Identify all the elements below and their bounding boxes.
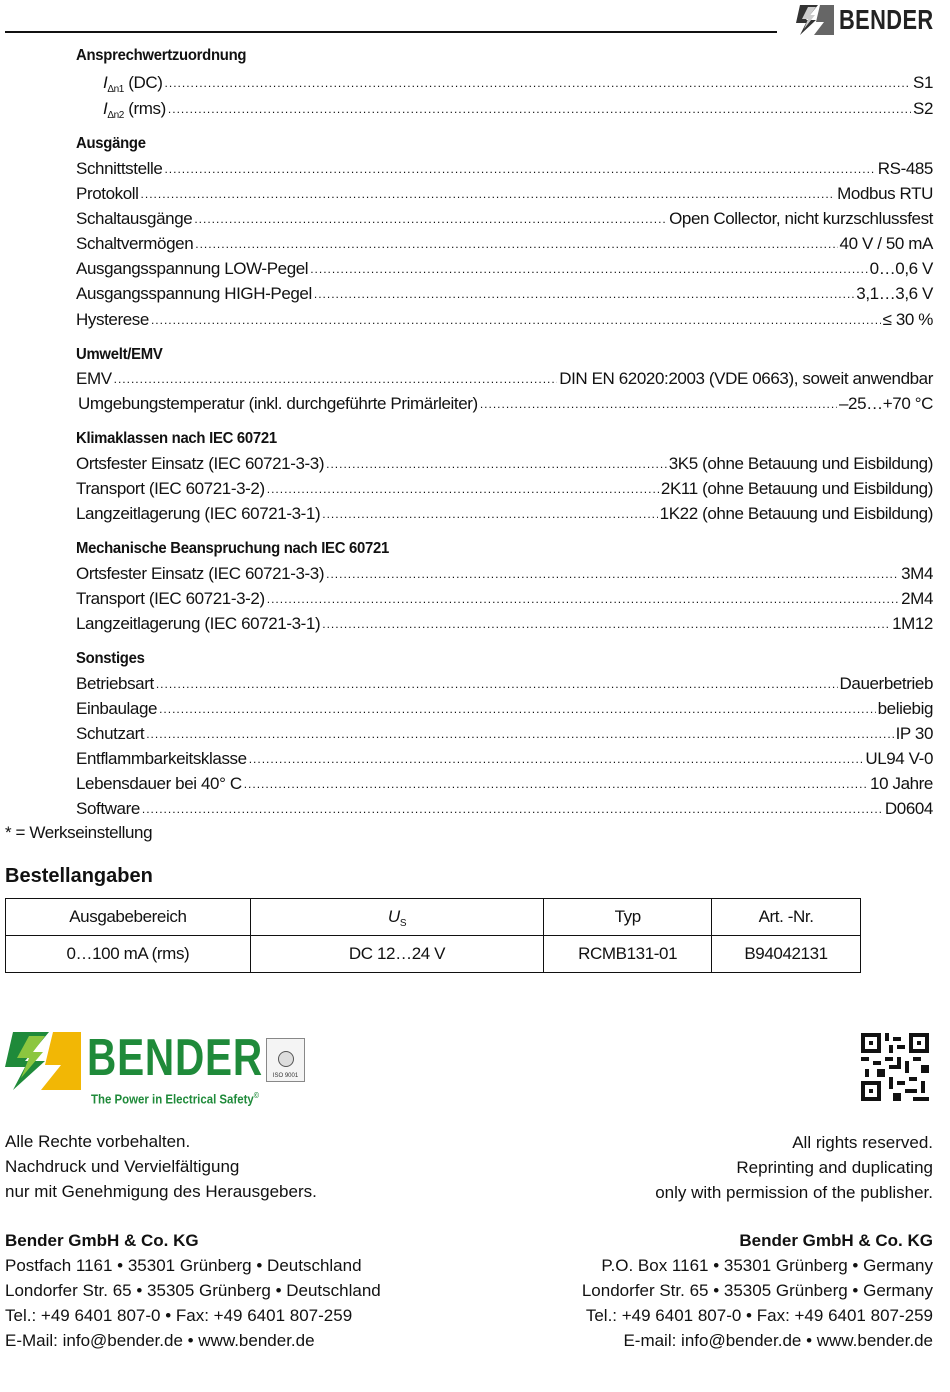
spec-label: Lebensdauer bei 40° C — [76, 774, 242, 793]
leader-dots — [244, 773, 868, 795]
spec-value: beliebig — [877, 699, 933, 718]
bender-logo-icon — [796, 5, 834, 35]
leader-dots — [194, 208, 667, 230]
table-header-row — [6, 899, 861, 936]
spec-value: 2M4 — [901, 589, 933, 608]
leader-dots — [151, 309, 881, 331]
spec-row — [76, 368, 933, 391]
spec-value: S1 — [913, 73, 933, 92]
spec-label: Schutzart — [76, 724, 145, 743]
header-rule — [5, 31, 777, 33]
spec-row — [76, 158, 933, 181]
footer-tagline: The Power in Electrical Safety© — [91, 1091, 259, 1107]
spec-row — [76, 233, 933, 256]
spec-row — [76, 588, 933, 611]
spec-row — [76, 798, 933, 821]
spec-label: Schaltausgänge — [76, 209, 193, 228]
spec-value: IP 30 — [895, 724, 933, 743]
bender-bolt-icon — [5, 1032, 81, 1090]
leader-dots — [326, 453, 667, 475]
leader-dots — [156, 673, 838, 695]
spec-row — [76, 613, 933, 636]
address-en: Bender GmbH & Co. KG P.O. Box 1161 • 35301 Grünberg • Germany Londorfer Str. 65 • 35305 Grünberg • Germany Tel.: +49 6401 807-0 • Fax: +49 6401 807-259 E-mail: info@bender.de • www.bender.de — [581, 1231, 933, 1350]
header-range: Ausgabebereich — [6, 899, 251, 936]
leader-dots — [326, 563, 899, 585]
header-art: Art. -Nr. — [712, 899, 861, 936]
spec-value: S2 — [913, 99, 933, 118]
spec-row — [76, 208, 933, 231]
legal-notice-de: Alle Rechte vorbehalten. Nachdruck und Vervielfältigung nur mit Genehmigung des Herausgebers. — [5, 1132, 317, 1201]
section-title: Ansprechwertzuordnung — [76, 47, 247, 64]
spec-label: Schnittstelle — [76, 159, 163, 178]
spec-label: Langzeitlagerung (IEC 60721-3-1) — [76, 614, 321, 633]
spec-value: 2K11 (ohne Betauung und Eisbildung) — [660, 479, 933, 498]
leader-dots — [159, 698, 876, 720]
spec-value: Modbus RTU — [837, 184, 933, 203]
footer-brand: BENDER — [87, 1029, 263, 1087]
qr-code-icon — [861, 1033, 929, 1101]
section-title: Sonstiges — [76, 650, 145, 667]
spec-value: 3,1…3,6 V — [856, 284, 933, 303]
spec-row — [76, 723, 933, 746]
spec-label: Transport (IEC 60721-3-2) — [76, 479, 265, 498]
spec-row — [76, 563, 933, 586]
spec-label: Ausgangsspannung HIGH-Pegel — [76, 284, 312, 303]
spec-row — [76, 478, 933, 501]
iso-certificate-badge — [266, 1038, 305, 1082]
spec-value: 10 Jahre — [870, 774, 933, 793]
leader-dots — [480, 393, 837, 415]
spec-row — [76, 698, 933, 721]
table-row — [6, 936, 861, 973]
leader-dots — [114, 368, 558, 390]
spec-label: Hysterese — [76, 310, 149, 329]
leader-dots — [165, 72, 911, 94]
spec-label: Entflammbarkeitsklasse — [76, 749, 247, 768]
spec-value: RS-485 — [877, 159, 933, 178]
spec-value: 40 V / 50 mA — [839, 234, 933, 253]
address-de: Bender GmbH & Co. KG Postfach 1161 • 35301 Grünberg • Deutschland Londorfer Str. 65 • 35305 Grünberg • Deutschland Tel.: +49 6401 807-0 • Fax: +49 6401 807-259 E-Mail: info@bender.de • www.bender.de — [5, 1231, 381, 1350]
cell-range: 0…100 mA (rms) — [6, 936, 251, 973]
spec-value: Dauerbetrieb — [839, 674, 933, 693]
section-title: Klimaklassen nach IEC 60721 — [76, 430, 277, 447]
leader-dots — [310, 258, 867, 280]
cell-us: DC 12…24 V — [250, 936, 544, 973]
footnote: * = Werkseinstellung — [5, 823, 153, 842]
leader-dots — [141, 183, 836, 205]
header-logo — [796, 4, 950, 36]
spec-label: Ortsfester Einsatz (IEC 60721-3-3) — [76, 564, 325, 583]
cell-art: B94042131 — [712, 936, 861, 973]
spec-label: Umgebungstemperatur (inkl. durchgeführte Primärleiter) — [78, 394, 478, 413]
spec-row — [103, 72, 933, 97]
spec-value: 3K5 (ohne Betauung und Eisbildung) — [668, 454, 933, 473]
spec-row — [76, 453, 933, 476]
spec-row — [76, 748, 933, 771]
leader-dots — [168, 98, 911, 120]
header-type: Typ — [544, 899, 712, 936]
leader-dots — [195, 233, 837, 255]
leader-dots — [142, 798, 883, 820]
leader-dots — [267, 478, 659, 500]
spec-row — [103, 98, 933, 123]
leader-dots — [146, 723, 893, 745]
leader-dots — [322, 503, 657, 525]
spec-label: $I_{\Delta n2}$ (rms) — [103, 99, 166, 121]
header-brand: BENDER — [839, 4, 934, 35]
spec-value: 0…0,6 V — [869, 259, 933, 278]
spec-label: Transport (IEC 60721-3-2) — [76, 589, 265, 608]
spec-value: DIN EN 62020:2003 (VDE 0663), soweit anwendbar — [559, 369, 933, 388]
cell-type: RCMB131-01 — [544, 936, 712, 973]
order-table — [5, 898, 861, 973]
spec-row — [76, 773, 933, 796]
legal-notice-en: All rights reserved. Reprinting and duplicating only with permission of the publisher. — [655, 1133, 933, 1202]
footer-logo — [5, 1032, 81, 1090]
spec-label: Protokoll — [76, 184, 139, 203]
section-title: Ausgänge — [76, 135, 146, 152]
spec-value: 1M12 — [892, 614, 933, 633]
iso-label: ISO 9001 — [272, 1073, 299, 1079]
spec-value: 1K22 (ohne Betauung und Eisbildung) — [659, 504, 933, 523]
spec-value: –25…+70 °C — [839, 394, 933, 413]
leader-dots — [249, 748, 864, 770]
spec-value: ≤ 30 % — [882, 310, 933, 329]
certificate-seal-icon — [278, 1051, 294, 1067]
spec-label: Langzeitlagerung (IEC 60721-3-1) — [76, 504, 321, 523]
leader-dots — [322, 613, 890, 635]
spec-value: 3M4 — [901, 564, 933, 583]
section-title: Umwelt/EMV — [76, 346, 163, 363]
order-title: Bestellangaben — [5, 865, 153, 887]
spec-row — [76, 673, 933, 696]
leader-dots — [164, 158, 875, 180]
spec-value: D0604 — [884, 799, 933, 818]
spec-value: UL94 V-0 — [865, 749, 933, 768]
spec-row — [76, 283, 933, 306]
spec-row — [76, 309, 933, 332]
spec-label: EMV — [76, 369, 112, 388]
leader-dots — [267, 588, 899, 610]
section-title: Mechanische Beanspruchung nach IEC 60721 — [76, 540, 390, 557]
spec-value: Open Collector, nicht kurzschlussfest — [669, 209, 933, 228]
spec-label: Ausgangsspannung LOW-Pegel — [76, 259, 309, 278]
spec-label: Betriebsart — [76, 674, 154, 693]
spec-row — [76, 183, 933, 206]
spec-row — [76, 258, 933, 281]
spec-label: Ortsfester Einsatz (IEC 60721-3-3) — [76, 454, 325, 473]
spec-label: $I_{\Delta n1}$ (DC) — [103, 73, 163, 95]
leader-dots — [314, 283, 854, 305]
spec-row — [76, 503, 933, 526]
spec-label: Einbaulage — [76, 699, 158, 718]
spec-label: Software — [76, 799, 140, 818]
spec-row — [78, 393, 933, 416]
header-us: $U_S$ — [250, 899, 544, 936]
spec-label: Schaltvermögen — [76, 234, 194, 253]
